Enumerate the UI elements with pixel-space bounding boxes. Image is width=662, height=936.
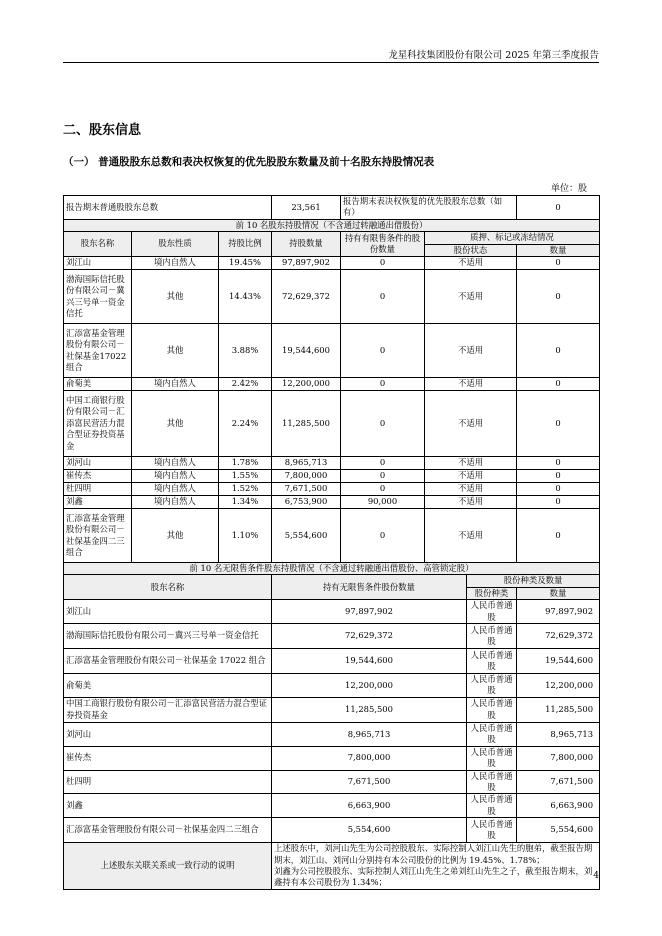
summary-common-value: 23,561 (272, 196, 341, 220)
shareholder-name: 中国工商银行股份有限公司－汇添富民营活力混合型证券投资基金 (64, 391, 132, 457)
header-nature: 股东性质 (132, 232, 219, 257)
shareholding-ratio: 19.45% (219, 257, 272, 270)
share-type: 人民币普通股 (467, 794, 517, 818)
pledge-status: 不适用 (425, 270, 517, 324)
unrestricted-name: 崔传杰 (64, 746, 272, 770)
share-type-quantity: 6,663,900 (517, 794, 600, 818)
shareholder-nature: 其他 (132, 509, 219, 563)
unrestricted-name: 中国工商银行股份有限公司－汇添富民营活力混合型证券投资基金 (64, 697, 272, 722)
share-type-quantity: 11,285,500 (517, 697, 600, 722)
shareholding-quantity: 8,965,713 (272, 457, 341, 470)
unrestricted-quantity: 5,554,600 (272, 818, 467, 843)
pledge-status: 不适用 (425, 391, 517, 457)
table-row (64, 324, 600, 378)
header-pledge-status: 股份状态 (425, 244, 517, 256)
shareholding-quantity: 12,200,000 (272, 378, 341, 391)
relation-text-1: 上述股东中，刘河山先生为公司控股股东、实际控制人刘江山先生的胞弟，截至报告期期末，刘江山、刘河山分别持有本公司股份的比例为 19.45%、1.78%； (274, 843, 593, 865)
restricted-shares: 0 (341, 470, 425, 483)
shareholding-quantity: 5,554,600 (272, 509, 341, 563)
shareholder-table (63, 195, 600, 890)
table-row (64, 509, 600, 563)
restricted-shares: 0 (341, 378, 425, 391)
unrestricted-name: 汇添富基金管理股份有限公司－社保基金四二三组合 (64, 818, 272, 843)
unrestricted-quantity: 97,897,902 (272, 600, 467, 624)
table-row (64, 483, 600, 496)
shareholding-quantity: 11,285,500 (272, 391, 341, 457)
shareholding-ratio: 2.42% (219, 378, 272, 391)
shareholding-quantity: 7,800,000 (272, 470, 341, 483)
unrestricted-quantity: 11,285,500 (272, 697, 467, 722)
unrestricted-name: 俞菊美 (64, 674, 272, 698)
unrestricted-header-row (64, 575, 600, 587)
shareholder-nature: 境内自然人 (132, 483, 219, 496)
unrestricted-name: 汇添富基金管理股份有限公司－社保基金 17022 组合 (64, 649, 272, 674)
unit-label: 单位：股 (550, 184, 587, 194)
pledge-status: 不适用 (425, 457, 517, 470)
shareholder-name: 俞菊美 (64, 378, 132, 391)
header-name: 股东名称 (64, 232, 132, 257)
shareholding-ratio: 1.78% (219, 457, 272, 470)
header-divider (63, 62, 599, 63)
share-type-quantity: 5,554,600 (517, 818, 600, 843)
shareholder-name: 刘河山 (64, 457, 132, 470)
relation-label: 上述股东关联关系或一致行动的说明 (64, 843, 272, 890)
restricted-shares: 0 (341, 324, 425, 378)
shareholder-name: 汇添富基金管理股份有限公司－社保基金17022 组合 (64, 324, 132, 378)
pledge-status: 不适用 (425, 483, 517, 496)
pledge-status: 不适用 (425, 496, 517, 509)
pledge-quantity: 0 (517, 483, 600, 496)
shareholder-nature: 境内自然人 (132, 496, 219, 509)
share-type: 人民币普通股 (467, 722, 517, 746)
shareholder-name: 刘江山 (64, 257, 132, 270)
restricted-shares: 0 (341, 257, 425, 270)
table-row (64, 378, 600, 391)
table-row (64, 746, 600, 770)
header-restricted: 持有有限售条件的股份数量 (341, 232, 425, 257)
subsection-title: （一） 普通股股东总数和表决权恢复的优先股股东数量及前十名股东持股情况表 (63, 156, 435, 168)
pledge-quantity: 0 (517, 509, 600, 563)
pledge-status: 不适用 (425, 324, 517, 378)
unrestricted-name: 刘河山 (64, 722, 272, 746)
share-type: 人民币普通股 (467, 624, 517, 649)
share-type: 人民币普通股 (467, 746, 517, 770)
relation-row (64, 843, 600, 890)
table-row (64, 674, 600, 698)
report-header-title: 龙星科技集团股份有限公司 2025 年第三季度报告 (388, 50, 599, 61)
unrestricted-name: 刘鑫 (64, 794, 272, 818)
shareholder-nature: 境内自然人 (132, 257, 219, 270)
pledge-quantity: 0 (517, 496, 600, 509)
table-row (64, 257, 600, 270)
top10-title: 前 10 名股东持股情况（不含通过转融通出借股份） (64, 219, 600, 231)
table-row (64, 649, 600, 674)
share-type: 人民币普通股 (467, 600, 517, 624)
header-pledge-quantity: 数量 (517, 244, 600, 256)
unrestricted-name: 杜四明 (64, 770, 272, 794)
shareholder-name: 渤海国际信托股份有限公司－冀兴三号单一资金信托 (64, 270, 132, 324)
shareholding-ratio: 14.43% (219, 270, 272, 324)
table-row (64, 722, 600, 746)
restricted-shares: 90,000 (341, 496, 425, 509)
share-type-quantity: 8,965,713 (517, 722, 600, 746)
pledge-quantity: 0 (517, 457, 600, 470)
pledge-status: 不适用 (425, 257, 517, 270)
shareholder-name: 汇添富基金管理股份有限公司－社保基金四二三组合 (64, 509, 132, 563)
share-type-quantity: 72,629,372 (517, 624, 600, 649)
table-row (64, 600, 600, 624)
share-type-quantity: 97,897,902 (517, 600, 600, 624)
section-title: 二、股东信息 (63, 123, 142, 138)
header-quantity: 持股数量 (272, 232, 341, 257)
table-row (64, 794, 600, 818)
table-row (64, 391, 600, 457)
shareholding-quantity: 97,897,902 (272, 257, 341, 270)
pledge-quantity: 0 (517, 470, 600, 483)
shareholding-ratio: 1.10% (219, 509, 272, 563)
share-type-quantity: 12,200,000 (517, 674, 600, 698)
pledge-quantity: 0 (517, 324, 600, 378)
summary-pref-value: 0 (517, 196, 600, 220)
shareholder-name: 崔传杰 (64, 470, 132, 483)
shareholding-ratio: 2.24% (219, 391, 272, 457)
shareholder-nature: 境内自然人 (132, 457, 219, 470)
header-u-type-quantity: 数量 (517, 587, 600, 599)
header-ratio: 持股比例 (219, 232, 272, 257)
pledge-quantity: 0 (517, 391, 600, 457)
unrestricted-title-row (64, 563, 600, 575)
share-type: 人民币普通股 (467, 770, 517, 794)
share-type: 人民币普通股 (467, 818, 517, 843)
shareholding-ratio: 1.52% (219, 483, 272, 496)
restricted-shares: 0 (341, 483, 425, 496)
header-u-quantity: 持有无限售条件股份数量 (272, 575, 467, 600)
restricted-shares: 0 (341, 391, 425, 457)
unrestricted-quantity: 8,965,713 (272, 722, 467, 746)
shareholder-nature: 境内自然人 (132, 470, 219, 483)
table-row (64, 697, 600, 722)
pledge-status: 不适用 (425, 470, 517, 483)
share-type-quantity: 7,800,000 (517, 746, 600, 770)
restricted-shares: 0 (341, 270, 425, 324)
shareholding-ratio: 1.55% (219, 470, 272, 483)
pledge-status: 不适用 (425, 509, 517, 563)
header-u-type-group: 股份种类及数量 (467, 575, 600, 587)
unrestricted-title: 前 10 名无限售条件股东持股情况（不含通过转融通出借股份、高管锁定股） (64, 563, 600, 575)
table-row (64, 496, 600, 509)
table-row (64, 818, 600, 843)
unrestricted-quantity: 72,629,372 (272, 624, 467, 649)
shareholding-quantity: 19,544,600 (272, 324, 341, 378)
relation-description (272, 843, 600, 890)
summary-common-label: 报告期末普通股股东总数 (64, 196, 272, 220)
unrestricted-name: 渤海国际信托股份有限公司－冀兴三号单一资金信托 (64, 624, 272, 649)
unrestricted-name: 刘江山 (64, 600, 272, 624)
relation-text-2: 刘鑫为公司控股股东、实际控制人刘江山先生之弟刘红山先生之子，截至报告期末，刘鑫持有本公司股份为 1.34%； (274, 865, 593, 888)
shareholding-ratio: 3.88% (219, 324, 272, 378)
shareholder-name: 杜四明 (64, 483, 132, 496)
top10-title-row (64, 219, 600, 231)
summary-row (64, 196, 600, 220)
summary-pref-label: 报告期末表决权恢复的优先股股东总数（如有） (341, 196, 517, 220)
shareholder-nature: 其他 (132, 391, 219, 457)
pledge-quantity: 0 (517, 257, 600, 270)
unrestricted-quantity: 6,663,900 (272, 794, 467, 818)
shareholding-ratio: 1.34% (219, 496, 272, 509)
share-type: 人民币普通股 (467, 674, 517, 698)
shareholding-quantity: 7,671,500 (272, 483, 341, 496)
header-u-type: 股份种类 (467, 587, 517, 599)
table-row (64, 624, 600, 649)
unrestricted-quantity: 12,200,000 (272, 674, 467, 698)
table-row (64, 470, 600, 483)
top10-header-row (64, 232, 600, 244)
restricted-shares: 0 (341, 457, 425, 470)
page-number: 4 (593, 871, 599, 881)
share-type: 人民币普通股 (467, 649, 517, 674)
shareholding-quantity: 6,753,900 (272, 496, 341, 509)
pledge-quantity: 0 (517, 270, 600, 324)
header-u-name: 股东名称 (64, 575, 272, 600)
pledge-status: 不适用 (425, 378, 517, 391)
shareholding-quantity: 72,629,372 (272, 270, 341, 324)
unrestricted-quantity: 19,544,600 (272, 649, 467, 674)
table-row (64, 770, 600, 794)
share-type-quantity: 19,544,600 (517, 649, 600, 674)
shareholder-nature: 其他 (132, 324, 219, 378)
unrestricted-quantity: 7,671,500 (272, 770, 467, 794)
header-pledge-group: 质押、标记或冻结情况 (425, 232, 600, 244)
unrestricted-quantity: 7,800,000 (272, 746, 467, 770)
table-row (64, 270, 600, 324)
share-type-quantity: 7,671,500 (517, 770, 600, 794)
shareholder-nature: 其他 (132, 270, 219, 324)
pledge-quantity: 0 (517, 378, 600, 391)
shareholder-name: 刘鑫 (64, 496, 132, 509)
shareholder-nature: 境内自然人 (132, 378, 219, 391)
restricted-shares: 0 (341, 509, 425, 563)
share-type: 人民币普通股 (467, 697, 517, 722)
table-row (64, 457, 600, 470)
